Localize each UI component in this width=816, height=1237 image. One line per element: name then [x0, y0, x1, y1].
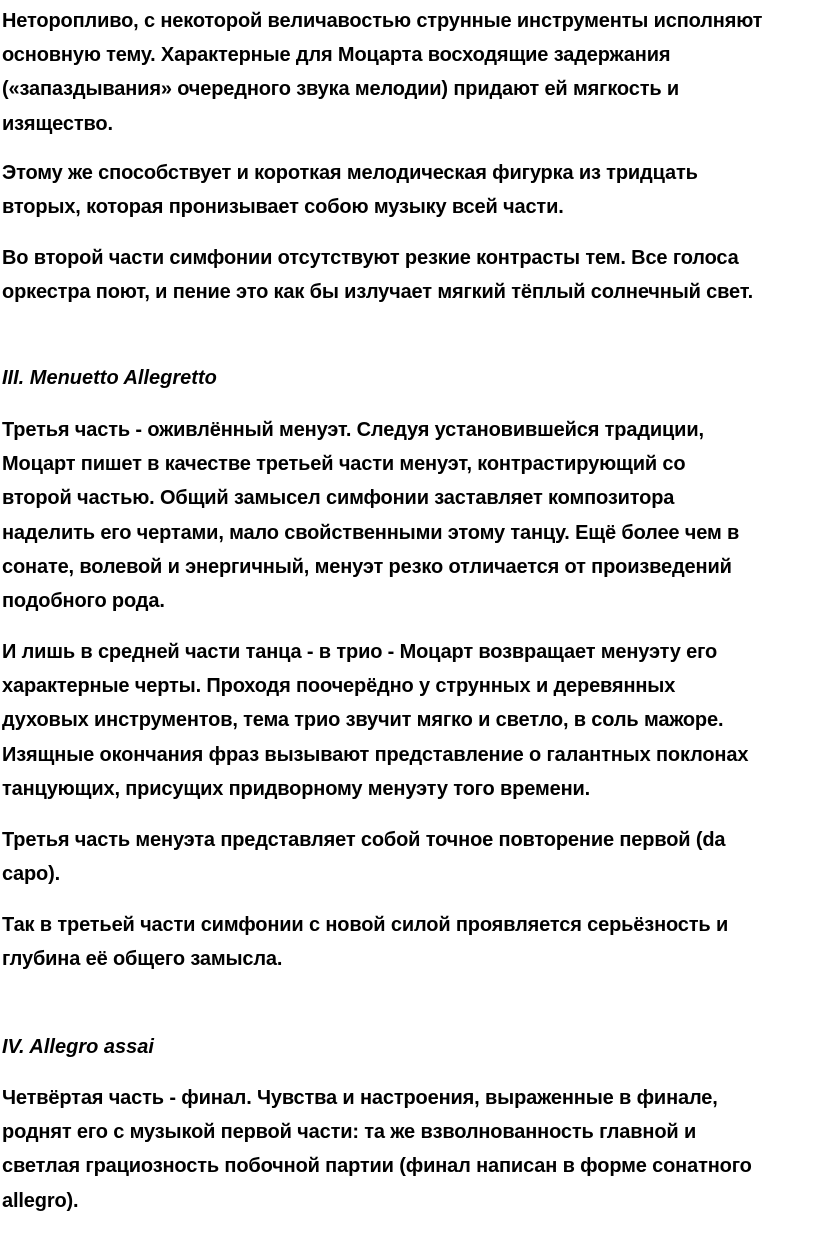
paragraph: [2, 241, 816, 309]
text-line: роднят его с музыкой первой части: та же взволнованность главной и: [2, 1121, 697, 1144]
text-line: Третья часть - оживлённый менуэт. Следуя установившейся традиции,: [2, 419, 704, 441]
text-line: Этому же способствует и короткая мелодическая фигурка из тридцать: [2, 162, 698, 184]
text-line: изящество.: [2, 112, 113, 135]
paragraph: [2, 908, 816, 976]
text-line: И лишь в средней части танца - в трио - Моцарт возвращает менуэту его: [2, 641, 718, 663]
text-line: светлая грациозность побочной партии (финал написан в форме сонатного: [2, 1155, 752, 1178]
text-line: подобного рода.: [2, 590, 165, 613]
text-line: характерные черты. Проходя поочерёдно у струнных и деревянных: [2, 675, 676, 698]
paragraph: [2, 156, 816, 224]
paragraph: [2, 413, 816, 618]
text-line: глубина её общего замысла.: [2, 948, 283, 971]
text-line: Третья часть менуэта представляет собой точное повторение первой (da: [2, 829, 726, 851]
paragraph: [2, 823, 816, 891]
text-line: Так в третьей части симфонии с новой силой проявляется серьёзность и: [2, 914, 729, 936]
text-line: танцующих, присущих придворному менуэту того времени.: [2, 777, 591, 800]
section-heading-allegro-assai: IV. Allegro assai: [2, 1036, 154, 1058]
text-line: («запаздывания» очередного звука мелодии) придают ей мягкость и: [2, 78, 680, 101]
text-line: Четвёртая часть - финал. Чувства и настроения, выраженные в финале,: [2, 1087, 718, 1109]
text-line: оркестра поют, и пение это как бы излучает мягкий тёплый солнечный свет.: [2, 281, 754, 304]
paragraph: [2, 635, 816, 806]
text-line: сонате, волевой и энергичный, менуэт резко отличается от произведений: [2, 555, 732, 578]
text-line: духовых инструментов, тема трио звучит мягко и светло, в соль мажоре.: [2, 709, 724, 732]
text-line: Изящные окончания фраз вызывают представление о галантных поклонах: [2, 743, 749, 766]
text-line: основную тему. Характерные для Моцарта восходящие задержания: [2, 44, 671, 67]
text-line: вторых, которая пронизывает собою музыку всей части.: [2, 196, 564, 219]
text-line: capo).: [2, 863, 60, 886]
text-line: второй частью. Общий замысел симфонии заставляет композитора: [2, 487, 675, 510]
text-line: allegro).: [2, 1189, 79, 1212]
text-line: Во второй части симфонии отсутствуют резкие контрасты тем. Все голоса: [2, 247, 739, 269]
section-heading-menuetto: III. Menuetto Allegretto: [2, 367, 217, 389]
text-line: Моцарт пишет в качестве третьей части менуэт, контрастирующий со: [2, 453, 686, 476]
text-line: наделить его чертами, мало свойственными этому танцу. Ещё более чем в: [2, 521, 740, 544]
text-line: Неторопливо, с некоторой величавостью струнные инструменты исполняют: [2, 10, 763, 32]
paragraph: [2, 4, 816, 141]
paragraph: [2, 1081, 816, 1218]
